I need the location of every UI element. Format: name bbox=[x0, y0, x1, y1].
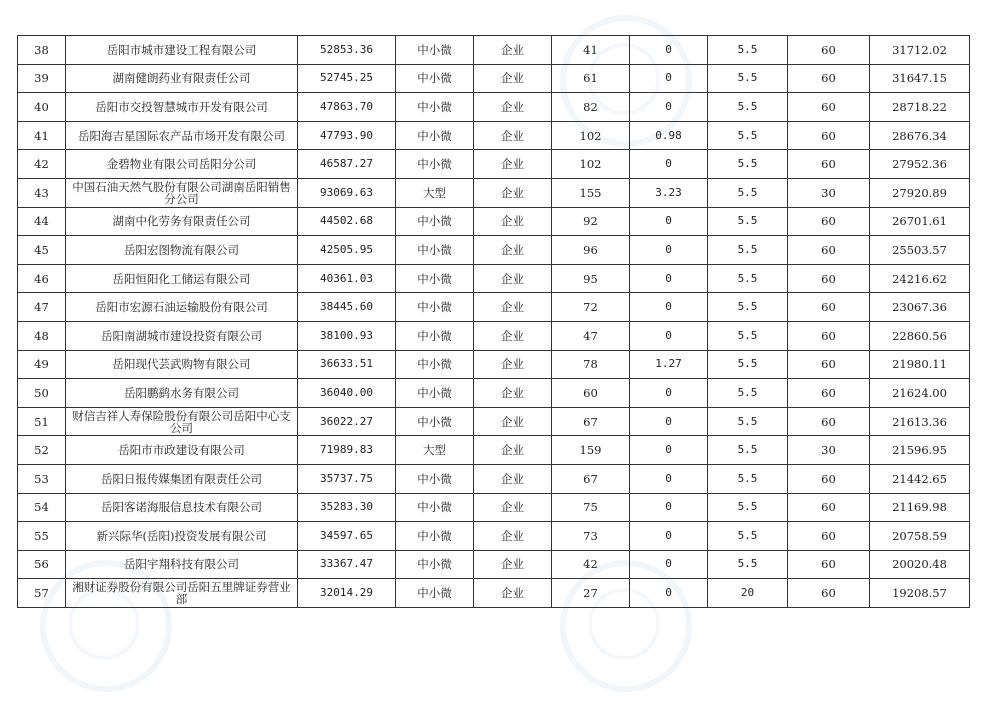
ratio-cell: 0 bbox=[630, 93, 708, 122]
amount-cell: 52853.36 bbox=[298, 36, 396, 65]
percent-cell: 60 bbox=[788, 321, 870, 350]
percent-cell: 60 bbox=[788, 64, 870, 93]
ratio-cell: 1.27 bbox=[630, 350, 708, 379]
rate-cell: 5.5 bbox=[708, 64, 788, 93]
row-number-cell: 49 bbox=[18, 350, 66, 379]
amount-cell: 36022.27 bbox=[298, 407, 396, 436]
enterprise-size-cell: 中小微 bbox=[396, 64, 474, 93]
entity-type-cell: 企业 bbox=[474, 207, 552, 236]
row-number-cell: 51 bbox=[18, 407, 66, 436]
percent-cell: 60 bbox=[788, 121, 870, 150]
percent-cell: 60 bbox=[788, 550, 870, 579]
company-name-cell: 岳阳恒阳化工储运有限公司 bbox=[66, 264, 298, 293]
company-name-cell: 新兴际华(岳阳)投资发展有限公司 bbox=[66, 522, 298, 551]
row-number-cell: 47 bbox=[18, 293, 66, 322]
enterprise-size-cell: 中小微 bbox=[396, 236, 474, 265]
result-amount-cell: 21613.36 bbox=[870, 407, 970, 436]
rate-cell: 5.5 bbox=[708, 464, 788, 493]
table-row bbox=[18, 264, 970, 293]
row-number-cell: 46 bbox=[18, 264, 66, 293]
rate-cell: 5.5 bbox=[708, 493, 788, 522]
percent-cell: 60 bbox=[788, 579, 870, 608]
company-name-cell: 岳阳市市政建设有限公司 bbox=[66, 436, 298, 465]
enterprise-size-cell: 大型 bbox=[396, 178, 474, 207]
rate-cell: 20 bbox=[708, 579, 788, 608]
percent-cell: 60 bbox=[788, 150, 870, 179]
rate-cell: 5.5 bbox=[708, 436, 788, 465]
row-number-cell: 38 bbox=[18, 36, 66, 65]
row-number-cell: 50 bbox=[18, 379, 66, 408]
headcount-cell: 95 bbox=[552, 264, 630, 293]
rate-cell: 5.5 bbox=[708, 550, 788, 579]
entity-type-cell: 企业 bbox=[474, 522, 552, 551]
amount-cell: 52745.25 bbox=[298, 64, 396, 93]
row-number-cell: 57 bbox=[18, 579, 66, 608]
table-row bbox=[18, 522, 970, 551]
ratio-cell: 0 bbox=[630, 321, 708, 350]
headcount-cell: 42 bbox=[552, 550, 630, 579]
row-number-cell: 55 bbox=[18, 522, 66, 551]
headcount-cell: 67 bbox=[552, 407, 630, 436]
enterprise-size-cell: 中小微 bbox=[396, 522, 474, 551]
company-name-cell: 岳阳市宏源石油运输股份有限公司 bbox=[66, 293, 298, 322]
company-name-cell: 岳阳宏图物流有限公司 bbox=[66, 236, 298, 265]
entity-type-cell: 企业 bbox=[474, 407, 552, 436]
ratio-cell: 0 bbox=[630, 522, 708, 551]
percent-cell: 60 bbox=[788, 493, 870, 522]
percent-cell: 60 bbox=[788, 379, 870, 408]
amount-cell: 38100.93 bbox=[298, 321, 396, 350]
row-number-cell: 44 bbox=[18, 207, 66, 236]
result-amount-cell: 25503.57 bbox=[870, 236, 970, 265]
table-body bbox=[18, 36, 970, 608]
rate-cell: 5.5 bbox=[708, 178, 788, 207]
row-number-cell: 41 bbox=[18, 121, 66, 150]
entity-type-cell: 企业 bbox=[474, 436, 552, 465]
rate-cell: 5.5 bbox=[708, 522, 788, 551]
rate-cell: 5.5 bbox=[708, 207, 788, 236]
percent-cell: 60 bbox=[788, 464, 870, 493]
headcount-cell: 41 bbox=[552, 36, 630, 65]
amount-cell: 93069.63 bbox=[298, 178, 396, 207]
row-number-cell: 48 bbox=[18, 321, 66, 350]
ratio-cell: 3.23 bbox=[630, 178, 708, 207]
ratio-cell: 0 bbox=[630, 493, 708, 522]
entity-type-cell: 企业 bbox=[474, 464, 552, 493]
ratio-cell: 0 bbox=[630, 207, 708, 236]
row-number-cell: 40 bbox=[18, 93, 66, 122]
result-amount-cell: 27920.89 bbox=[870, 178, 970, 207]
amount-cell: 47863.70 bbox=[298, 93, 396, 122]
headcount-cell: 92 bbox=[552, 207, 630, 236]
entity-type-cell: 企业 bbox=[474, 493, 552, 522]
percent-cell: 30 bbox=[788, 436, 870, 465]
company-name-cell: 岳阳南湖城市建设投资有限公司 bbox=[66, 321, 298, 350]
result-amount-cell: 23067.36 bbox=[870, 293, 970, 322]
entity-type-cell: 企业 bbox=[474, 121, 552, 150]
ratio-cell: 0.98 bbox=[630, 121, 708, 150]
entity-type-cell: 企业 bbox=[474, 350, 552, 379]
result-amount-cell: 20020.48 bbox=[870, 550, 970, 579]
headcount-cell: 72 bbox=[552, 293, 630, 322]
percent-cell: 60 bbox=[788, 407, 870, 436]
company-name-cell: 岳阳市城市建设工程有限公司 bbox=[66, 36, 298, 65]
company-name-cell: 岳阳鹏鹞水务有限公司 bbox=[66, 379, 298, 408]
table-row bbox=[18, 464, 970, 493]
rate-cell: 5.5 bbox=[708, 93, 788, 122]
result-amount-cell: 21596.95 bbox=[870, 436, 970, 465]
enterprise-size-cell: 中小微 bbox=[396, 550, 474, 579]
headcount-cell: 102 bbox=[552, 121, 630, 150]
result-amount-cell: 21980.11 bbox=[870, 350, 970, 379]
headcount-cell: 75 bbox=[552, 493, 630, 522]
ratio-cell: 0 bbox=[630, 464, 708, 493]
table-row bbox=[18, 207, 970, 236]
rate-cell: 5.5 bbox=[708, 321, 788, 350]
table-row bbox=[18, 150, 970, 179]
row-number-cell: 39 bbox=[18, 64, 66, 93]
headcount-cell: 60 bbox=[552, 379, 630, 408]
result-amount-cell: 21624.00 bbox=[870, 379, 970, 408]
company-name-cell: 湖南健朗药业有限责任公司 bbox=[66, 64, 298, 93]
percent-cell: 60 bbox=[788, 522, 870, 551]
company-name-cell: 岳阳日报传媒集团有限责任公司 bbox=[66, 464, 298, 493]
result-amount-cell: 26701.61 bbox=[870, 207, 970, 236]
table-row bbox=[18, 493, 970, 522]
amount-cell: 36633.51 bbox=[298, 350, 396, 379]
ratio-cell: 0 bbox=[630, 150, 708, 179]
enterprise-size-cell: 中小微 bbox=[396, 207, 474, 236]
amount-cell: 33367.47 bbox=[298, 550, 396, 579]
percent-cell: 60 bbox=[788, 36, 870, 65]
headcount-cell: 67 bbox=[552, 464, 630, 493]
table-row bbox=[18, 321, 970, 350]
rate-cell: 5.5 bbox=[708, 150, 788, 179]
amount-cell: 46587.27 bbox=[298, 150, 396, 179]
enterprise-size-cell: 中小微 bbox=[396, 121, 474, 150]
data-table bbox=[17, 35, 970, 608]
row-number-cell: 43 bbox=[18, 178, 66, 207]
ratio-cell: 0 bbox=[630, 264, 708, 293]
entity-type-cell: 企业 bbox=[474, 293, 552, 322]
company-name-cell: 岳阳市交投智慧城市开发有限公司 bbox=[66, 93, 298, 122]
entity-type-cell: 企业 bbox=[474, 264, 552, 293]
headcount-cell: 96 bbox=[552, 236, 630, 265]
percent-cell: 30 bbox=[788, 178, 870, 207]
amount-cell: 40361.03 bbox=[298, 264, 396, 293]
headcount-cell: 27 bbox=[552, 579, 630, 608]
enterprise-size-cell: 中小微 bbox=[396, 579, 474, 608]
result-amount-cell: 22860.56 bbox=[870, 321, 970, 350]
enterprise-size-cell: 中小微 bbox=[396, 407, 474, 436]
percent-cell: 60 bbox=[788, 293, 870, 322]
amount-cell: 38445.60 bbox=[298, 293, 396, 322]
amount-cell: 36040.00 bbox=[298, 379, 396, 408]
row-number-cell: 42 bbox=[18, 150, 66, 179]
enterprise-size-cell: 中小微 bbox=[396, 493, 474, 522]
entity-type-cell: 企业 bbox=[474, 379, 552, 408]
company-name-cell: 湖南中化劳务有限责任公司 bbox=[66, 207, 298, 236]
result-amount-cell: 20758.59 bbox=[870, 522, 970, 551]
company-name-cell: 湘财证券股份有限公司岳阳五里牌证券营业部 bbox=[66, 579, 298, 608]
enterprise-size-cell: 中小微 bbox=[396, 93, 474, 122]
row-number-cell: 56 bbox=[18, 550, 66, 579]
rate-cell: 5.5 bbox=[708, 407, 788, 436]
percent-cell: 60 bbox=[788, 207, 870, 236]
ratio-cell: 0 bbox=[630, 579, 708, 608]
table-row bbox=[18, 93, 970, 122]
headcount-cell: 155 bbox=[552, 178, 630, 207]
company-name-cell: 岳阳现代芸武购物有限公司 bbox=[66, 350, 298, 379]
rate-cell: 5.5 bbox=[708, 293, 788, 322]
result-amount-cell: 28718.22 bbox=[870, 93, 970, 122]
table-row bbox=[18, 350, 970, 379]
company-name-cell: 岳阳海吉星国际农产品市场开发有限公司 bbox=[66, 121, 298, 150]
row-number-cell: 52 bbox=[18, 436, 66, 465]
amount-cell: 44502.68 bbox=[298, 207, 396, 236]
ratio-cell: 0 bbox=[630, 436, 708, 465]
headcount-cell: 159 bbox=[552, 436, 630, 465]
headcount-cell: 47 bbox=[552, 321, 630, 350]
headcount-cell: 61 bbox=[552, 64, 630, 93]
table-row bbox=[18, 178, 970, 207]
result-amount-cell: 27952.36 bbox=[870, 150, 970, 179]
enterprise-size-cell: 中小微 bbox=[396, 321, 474, 350]
ratio-cell: 0 bbox=[630, 64, 708, 93]
ratio-cell: 0 bbox=[630, 407, 708, 436]
amount-cell: 34597.65 bbox=[298, 522, 396, 551]
company-name-cell: 中国石油天然气股份有限公司湖南岳阳销售分公司 bbox=[66, 178, 298, 207]
enterprise-size-cell: 中小微 bbox=[396, 293, 474, 322]
entity-type-cell: 企业 bbox=[474, 550, 552, 579]
entity-type-cell: 企业 bbox=[474, 236, 552, 265]
company-name-cell: 岳阳客诺海服信息技术有限公司 bbox=[66, 493, 298, 522]
entity-type-cell: 企业 bbox=[474, 579, 552, 608]
rate-cell: 5.5 bbox=[708, 236, 788, 265]
rate-cell: 5.5 bbox=[708, 379, 788, 408]
table-row bbox=[18, 236, 970, 265]
entity-type-cell: 企业 bbox=[474, 150, 552, 179]
company-name-cell: 岳阳宇翔科技有限公司 bbox=[66, 550, 298, 579]
table-row bbox=[18, 436, 970, 465]
table-row bbox=[18, 121, 970, 150]
amount-cell: 47793.90 bbox=[298, 121, 396, 150]
amount-cell: 32014.29 bbox=[298, 579, 396, 608]
headcount-cell: 102 bbox=[552, 150, 630, 179]
headcount-cell: 78 bbox=[552, 350, 630, 379]
amount-cell: 42505.95 bbox=[298, 236, 396, 265]
enterprise-size-cell: 大型 bbox=[396, 436, 474, 465]
rate-cell: 5.5 bbox=[708, 264, 788, 293]
ratio-cell: 0 bbox=[630, 36, 708, 65]
enterprise-size-cell: 中小微 bbox=[396, 150, 474, 179]
table-row bbox=[18, 550, 970, 579]
table-row bbox=[18, 64, 970, 93]
rate-cell: 5.5 bbox=[708, 121, 788, 150]
percent-cell: 60 bbox=[788, 350, 870, 379]
amount-cell: 71989.83 bbox=[298, 436, 396, 465]
result-amount-cell: 31712.02 bbox=[870, 36, 970, 65]
company-name-cell: 财信吉祥人寿保险股份有限公司岳阳中心支公司 bbox=[66, 407, 298, 436]
table-row bbox=[18, 407, 970, 436]
result-amount-cell: 21169.98 bbox=[870, 493, 970, 522]
rate-cell: 5.5 bbox=[708, 36, 788, 65]
ratio-cell: 0 bbox=[630, 236, 708, 265]
result-amount-cell: 19208.57 bbox=[870, 579, 970, 608]
headcount-cell: 82 bbox=[552, 93, 630, 122]
result-amount-cell: 28676.34 bbox=[870, 121, 970, 150]
amount-cell: 35737.75 bbox=[298, 464, 396, 493]
percent-cell: 60 bbox=[788, 93, 870, 122]
table-row bbox=[18, 379, 970, 408]
percent-cell: 60 bbox=[788, 264, 870, 293]
table-row bbox=[18, 36, 970, 65]
table-row bbox=[18, 579, 970, 608]
ratio-cell: 0 bbox=[630, 550, 708, 579]
row-number-cell: 54 bbox=[18, 493, 66, 522]
entity-type-cell: 企业 bbox=[474, 64, 552, 93]
entity-type-cell: 企业 bbox=[474, 321, 552, 350]
enterprise-size-cell: 中小微 bbox=[396, 379, 474, 408]
ratio-cell: 0 bbox=[630, 379, 708, 408]
headcount-cell: 73 bbox=[552, 522, 630, 551]
rate-cell: 5.5 bbox=[708, 350, 788, 379]
result-amount-cell: 31647.15 bbox=[870, 64, 970, 93]
result-amount-cell: 21442.65 bbox=[870, 464, 970, 493]
row-number-cell: 45 bbox=[18, 236, 66, 265]
enterprise-size-cell: 中小微 bbox=[396, 464, 474, 493]
entity-type-cell: 企业 bbox=[474, 36, 552, 65]
row-number-cell: 53 bbox=[18, 464, 66, 493]
entity-type-cell: 企业 bbox=[474, 178, 552, 207]
amount-cell: 35283.30 bbox=[298, 493, 396, 522]
enterprise-size-cell: 中小微 bbox=[396, 350, 474, 379]
table-row bbox=[18, 293, 970, 322]
enterprise-size-cell: 中小微 bbox=[396, 36, 474, 65]
company-name-cell: 金碧物业有限公司岳阳分公司 bbox=[66, 150, 298, 179]
result-amount-cell: 24216.62 bbox=[870, 264, 970, 293]
enterprise-size-cell: 中小微 bbox=[396, 264, 474, 293]
percent-cell: 60 bbox=[788, 236, 870, 265]
ratio-cell: 0 bbox=[630, 293, 708, 322]
entity-type-cell: 企业 bbox=[474, 93, 552, 122]
